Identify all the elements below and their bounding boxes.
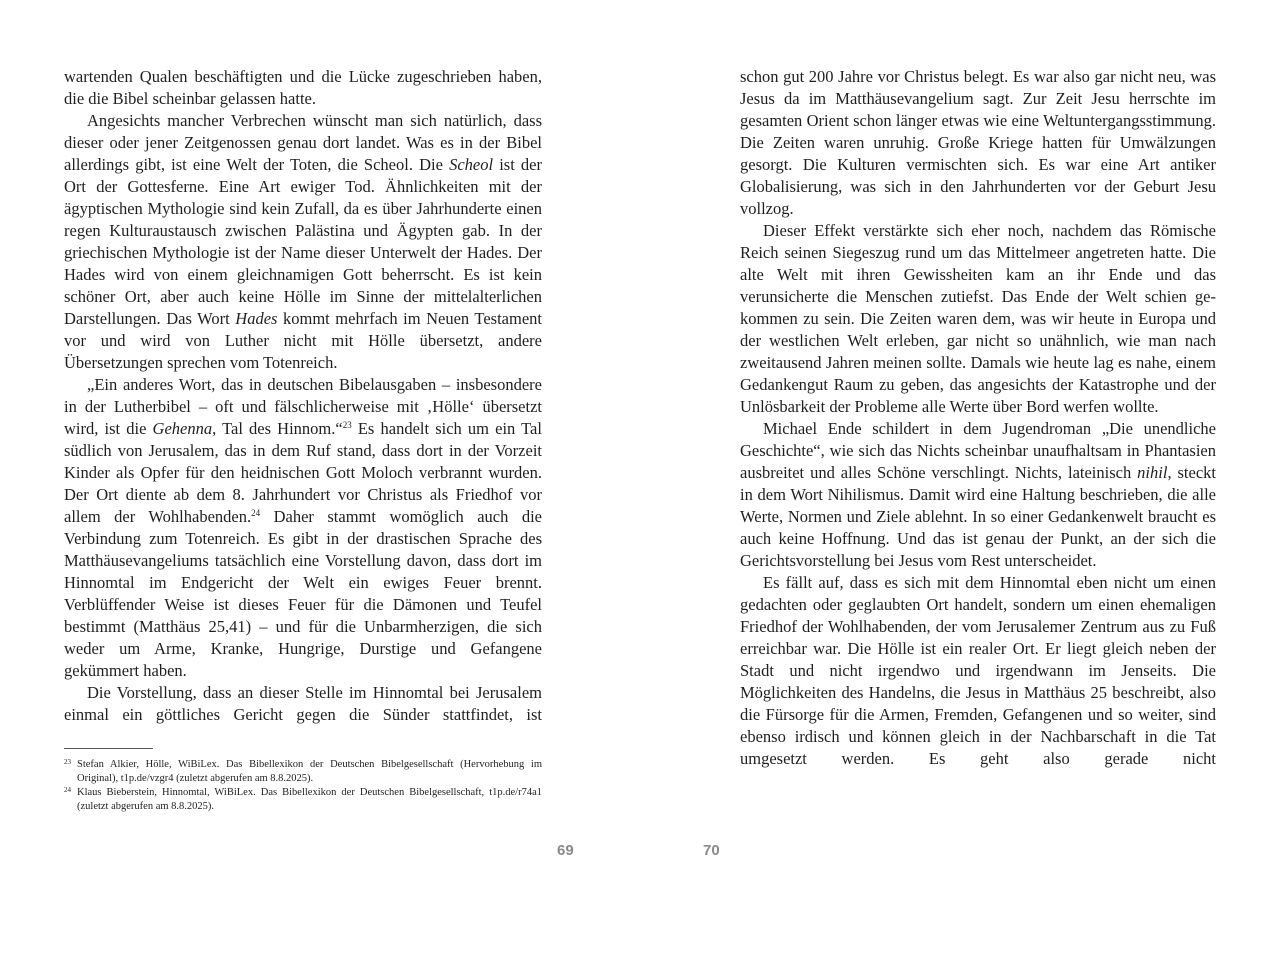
text-run: schon gut 200 Jahre vor Christus belegt. Es war also gar nicht neu, was Jesus da im Matthäusevangelium sagt. Zur Zeit Jesu herrschte im gesamten Orient schon länger etwas wie eine Weltuntergangsstimmung. Die Zeiten waren unruhig. Große Kriege hatten für Umwälzungen gesorgt. Die Kulturen vermischten sich. Es war eine Art antiker Globalisierung, was sich in den Jahrhunderten vor der Geburt Jesu vollzog. xyxy=(740,67,1216,218)
emphasized-term: Hades xyxy=(235,309,278,328)
footnote-ref: 23 xyxy=(342,420,352,430)
paragraph xyxy=(64,682,542,726)
text-run: kommt mehrfach im Neuen Testament vor und wird von Luther nicht mit Hölle übersetzt, andere Übersetzungen sprechen vom Totenreich. xyxy=(64,309,542,372)
paragraph xyxy=(64,110,542,374)
paragraph xyxy=(740,220,1216,418)
footnote-text: Stefan Alkier, Hölle, WiBiLex. Das Bibellexikon der Deutschen Bibelgesellschaft (Hervorhebung im Original), t1p.de/vzgr4 (zuletzt abgerufen am 8.8.2025). xyxy=(77,759,542,784)
text-run: Angesichts mancher Verbrechen wünscht man sich natürlich, dass dieser oder jener Zeitgenossen genau dort landet. Was es in der Bibel allerdings gibt, ist eine Welt der Toten, die Scheol. Die xyxy=(64,111,542,174)
footnote-text: Klaus Bieberstein, Hinnomtal, WiBiLex. Das Bibellexikon der Deutschen Bibelgesellschaft, t1p.de/r74a1 (zuletzt abgerufen am 8.8.2025). xyxy=(77,787,542,812)
left-page xyxy=(64,66,542,726)
text-run: Michael Ende schildert in dem Jugendroman „Die unendliche Geschichte“, wie sich das Nichts scheinbar unaufhaltsam in Phantasien ausbreitet und alles Schöne verschlingt. Nichts, lateinisch xyxy=(740,419,1216,482)
footnote-separator xyxy=(64,748,153,749)
footnote xyxy=(64,758,542,786)
text-run: Es fällt auf, dass es sich mit dem Hinnomtal eben nicht um einen gedachten oder geglaubten Ort handelt, sondern um einen ehemaligen Friedhof der Wohlhabenden, der vom Jerusalemer Zentrum aus zu Fuß erreichbar war. Die Hölle ist ein realer Ort. Er liegt gleich neben der Stadt und nicht irgendwo und irgendwann im Jenseits. Die Möglichkeiten des Handelns, die Jesus in Matthäus 25 beschreibt, also die Fürsorge für die Armen, Fremden, Gefangenen und so weiter, sind ebenso irdisch und können gleich in der Nachbarschaft in die Tat umgesetzt werden. Es geht also gerade nicht xyxy=(740,573,1216,768)
text-run: wartenden Qualen beschäftigten und die Lücke zugeschrieben haben, die die Bibel scheinbar gelassen hatte. xyxy=(64,67,542,108)
text-run: „Ein anderes Wort, das in deutschen Bibelausgaben – insbesondere in der Lutherbibel – oft und fälschlicherweise mit ‚Hölle‘ übersetzt wird, ist die xyxy=(64,375,542,438)
paragraph xyxy=(64,374,542,682)
text-run: Die Vorstellung, dass an dieser Stelle im Hinnomtal bei Jerusalem einmal ein göttliches Gericht gegen die Sünder stattfindet, ist xyxy=(64,683,542,724)
text-run: Dieser Effekt verstärkte sich eher noch, nachdem das Römische Reich seinen Siegeszug rund um das Mittelmeer angetreten hatte. Die alte Welt mit ihren Gewissheiten kam an ihr Ende und das verunsicherte die Menschen zutiefst. Das Ende der Welt schien gekommen zu sein. Die Zeiten waren dem, was wir heute in Europa und der westlichen Welt erleben, gar nicht so unähnlich, wie man nach zweitausend Jahren meinen sollte. Damals wie heute lag es nahe, einem Gedankengut Raum zu geben, das angesichts der Katastrophe und der Unlösbarkeit der Probleme alle Werte über Bord werfen wollte. xyxy=(740,221,1216,416)
right-page xyxy=(740,66,1216,770)
footnote-number: 24 xyxy=(64,786,71,794)
emphasized-term: nihil xyxy=(1137,463,1168,482)
right-page-body xyxy=(740,66,1216,770)
footnotes xyxy=(64,758,542,814)
emphasized-term: Scheol xyxy=(449,155,494,174)
text-run: , Tal des Hinnom.“ xyxy=(212,419,343,438)
text-run: ist der Ort der Gottesferne. Eine Art ewiger Tod. Ähnlichkeiten mit der ägyptischen Mythologie sind kein Zufall, da es über Jahrhunderte einen regen Kulturaustausch zwischen Palästina und Ägypten gab. In der griechischen Mythologie ist der Name dieser Unterwelt der Hades. Der Hades wird von einem gleichnamigen Gott beherrscht. Es ist kein schöner Ort, aber auch keine Hölle im Sinne der mittelalterlichen Darstellungen. Das Wort xyxy=(64,155,542,328)
footnote-ref: 24 xyxy=(251,508,261,518)
footnote xyxy=(64,786,542,814)
left-page-body xyxy=(64,66,542,726)
text-run: , steckt in dem Wort Nihilismus. Damit wird eine Haltung beschrieben, die alle Werte, Normen und Ziele ablehnt. In so einer Gedankenwelt braucht es auch keine Hoffnung. Und das ist genau der Punkt, an der sich die Gerichtsvorstellung bei Jesus vom Rest unterscheidet. xyxy=(740,463,1216,570)
text-run: Es handelt sich um ein Tal südlich von Jerusalem, das in dem Ruf stand, dass dort in der Vorzeit Kinder als Opfer für den heidnischen Gott Moloch verbrannt wurden. Der Ort diente ab dem 8. Jahrhundert vor Christus als Friedhof vor allem der Wohlhabenden. xyxy=(64,419,542,526)
paragraph xyxy=(740,572,1216,770)
paragraph xyxy=(64,66,542,110)
footnote-number: 23 xyxy=(64,758,71,766)
emphasized-term: Gehenna xyxy=(152,419,213,438)
paragraph xyxy=(740,418,1216,572)
paragraph xyxy=(740,66,1216,220)
page-number-right: 70 xyxy=(703,842,720,859)
text-run: Daher stammt womöglich auch die Verbindung zum Totenreich. Es gibt in der drastischen Sprache des Matthäusevangeliums tatsächlich eine Vorstellung davon, dass dort im Hinnomtal im Endgericht der Welt ein ewiges Feuer brennt. Verblüffender Weise ist dieses Feuer für die Dämonen und Teufel bestimmt (Matthäus 25,41) – und für die Unbarmherzigen, die sich weder um Arme, Kranke, Hungrige, Durstige und Gefangene gekümmert haben. xyxy=(64,507,542,680)
page-number-left: 69 xyxy=(557,842,574,859)
